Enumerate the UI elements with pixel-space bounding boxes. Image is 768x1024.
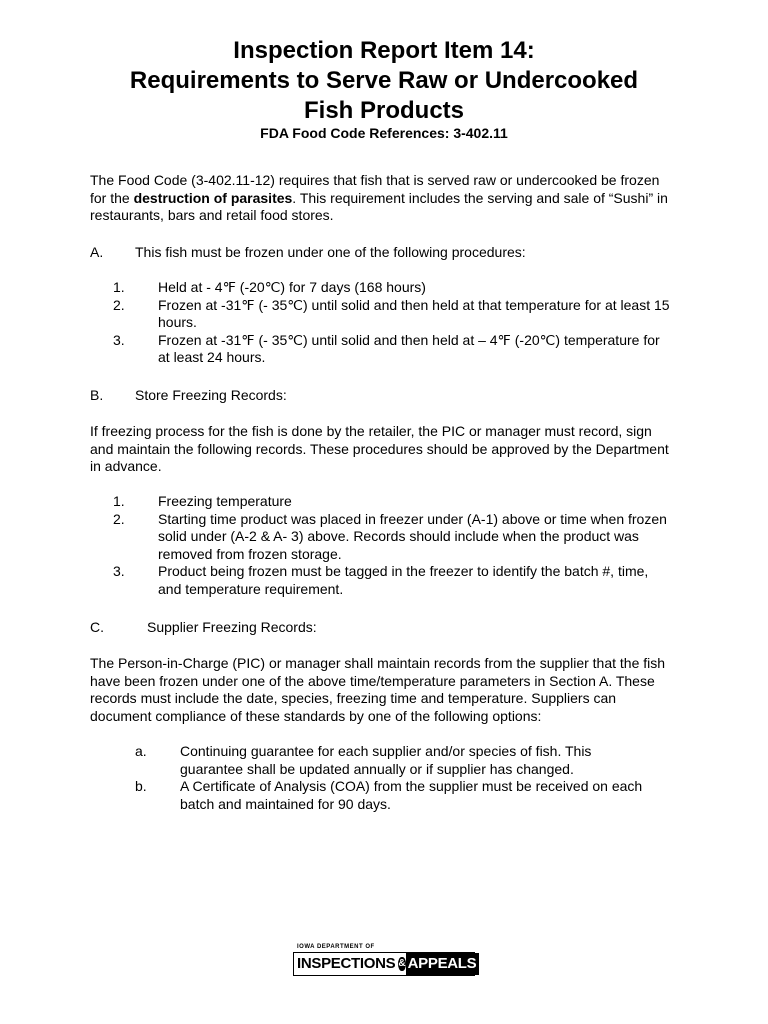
section-c-paragraph: The Person-in-Charge (PIC) or manager shall maintain records from the supplier that the fish have been frozen under one of the above time/temperature parameters in Section A. These records must include the date, species, freezing time and temperature. Suppliers can document compliance of these standards by one of the following options: xyxy=(90,655,666,724)
page-title xyxy=(0,36,768,126)
code-reference: FDA Food Code References: 3-402.11 xyxy=(260,125,508,141)
title-line-1: Inspection Report Item 14: xyxy=(233,37,535,64)
list-item-text: A Certificate of Analysis (COA) from the supplier must be received on each batch and maintained for 90 days. xyxy=(180,778,643,812)
list-item xyxy=(113,563,673,598)
section-a-list xyxy=(113,279,673,367)
list-item xyxy=(135,743,655,778)
section-a-letter: A. xyxy=(90,244,104,260)
list-item-text: Frozen at -31℉ (- 35℃) until solid and then held at that temperature for at least 15 hours. xyxy=(158,296,670,330)
logo-top-text: IOWA DEPARTMENT OF xyxy=(297,944,375,950)
list-item-text: Continuing guarantee for each supplier and/or species of fish. This guarantee shall be updated annually or if supplier has changed. xyxy=(180,743,592,777)
section-b-paragraph: If freezing process for the fish is done by the retailer, the PIC or manager must record, sign and maintain the following records. These procedures should be approved by the Department in advance. xyxy=(90,423,669,474)
title-line-3: Fish Products xyxy=(303,97,465,124)
logo-wordmark xyxy=(293,952,475,976)
section-b-heading xyxy=(90,387,287,405)
list-item xyxy=(113,332,673,367)
logo-left-text: INSPECTIONS xyxy=(294,953,397,975)
list-item-text: Product being frozen must be tagged in the freezer to identify the batch #, time, and temperature requirement. xyxy=(158,563,649,597)
list-item-number: 2. xyxy=(113,296,125,313)
list-item-letter: a. xyxy=(135,743,147,759)
list-item-letter: b. xyxy=(135,778,147,794)
section-a-title: This fish must be frozen under one of the following procedures: xyxy=(135,244,526,260)
list-item-number: 3. xyxy=(113,331,125,348)
intro-text-after: . This requirement includes the serving and sale of “Sushi” in restaurants, bars and retail food stores. xyxy=(90,189,668,223)
section-c-letter: C. xyxy=(90,619,104,635)
list-item-text: Frozen at -31℉ (- 35℃) until solid and then held at – 4℉ (-20℃) temperature for at least 24 hours. xyxy=(158,331,660,365)
list-item xyxy=(113,297,673,332)
section-c-title: Supplier Freezing Records: xyxy=(147,619,317,635)
list-item xyxy=(113,279,673,297)
list-item-number: 1. xyxy=(113,493,125,509)
list-item-text: Starting time product was placed in freezer under (A-1) above or time when frozen solid under (A-2 & A- 3) above. Records should include when the product was removed from frozen storage. xyxy=(158,510,667,562)
list-item-number: 3. xyxy=(113,563,125,579)
section-c-list xyxy=(135,743,655,813)
logo-right-text: APPEALS xyxy=(406,953,480,975)
list-item xyxy=(135,778,655,813)
list-item-text: Held at - 4℉ (-20℃) for 7 days (168 hours) xyxy=(158,279,426,295)
section-b-list xyxy=(113,493,673,598)
list-item-number: 2. xyxy=(113,510,125,527)
list-item-number: 1. xyxy=(113,279,125,295)
section-b-title: Store Freezing Records: xyxy=(135,387,287,403)
section-a-heading xyxy=(90,244,526,262)
list-item xyxy=(113,493,673,511)
intro-paragraph xyxy=(90,172,670,225)
intro-text-before: The Food Code (3-402.11-12) requires that fish that is served raw or undercooked be frozen for the xyxy=(90,172,660,206)
title-line-2: Requirements to Serve Raw or Undercooked xyxy=(129,67,639,94)
list-item xyxy=(113,511,673,564)
section-b-letter: B. xyxy=(90,387,104,403)
list-item-text: Freezing temperature xyxy=(158,493,292,509)
intro-bold-text: destruction of parasites xyxy=(133,189,293,206)
section-c-heading xyxy=(90,619,317,637)
department-logo xyxy=(293,944,475,976)
logo-ampersand: & xyxy=(398,958,406,969)
